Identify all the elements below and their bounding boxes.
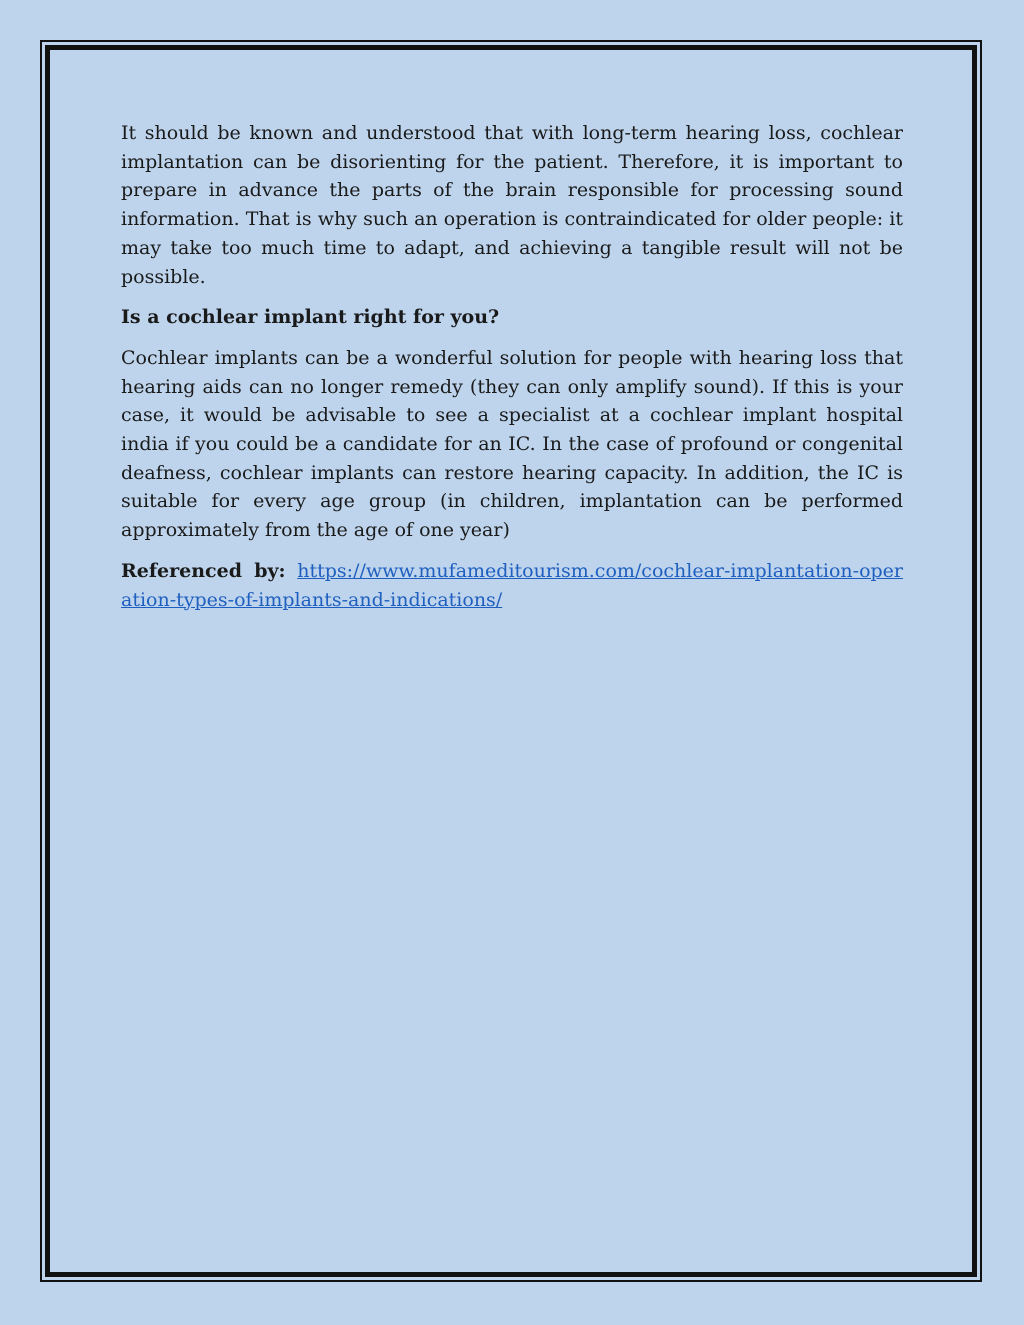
reference-line: [121, 557, 903, 614]
paragraph-intro: It should be known and understood that with long-term hearing loss, cochlear implantation can be disorienting for the patient. Therefore, it is important to prepare in advance the parts of the brain responsible for processing sound information. That is why such an operation is contraindicated for older people: it may take too much time to adapt, and achieving a tangible result will not be possible.: [121, 122, 903, 288]
paragraph-candidacy: Cochlear implants can be a wonderful solution for people with hearing loss that hearing aids can no longer remedy (they can only amplify sound). If this is your case, it would be advisable to see a specialist at a cochlear implant hospital india if you could be a candidate for an IC. In the case of profound or congenital deafness, cochlear implants can restore hearing capacity. In addition, the IC is suitable for every age group (in children, implantation can be performed approximately from the age of one year): [121, 346, 903, 542]
reference-link[interactable]: https://www.mufameditourism.com/cochlear-implantation-operation-types-of-implants-and-indications/: [121, 559, 904, 611]
section-heading: Is a cochlear implant right for you?: [121, 306, 500, 329]
reference-label: Referenced by:: [121, 559, 286, 582]
document-body: [121, 119, 903, 626]
